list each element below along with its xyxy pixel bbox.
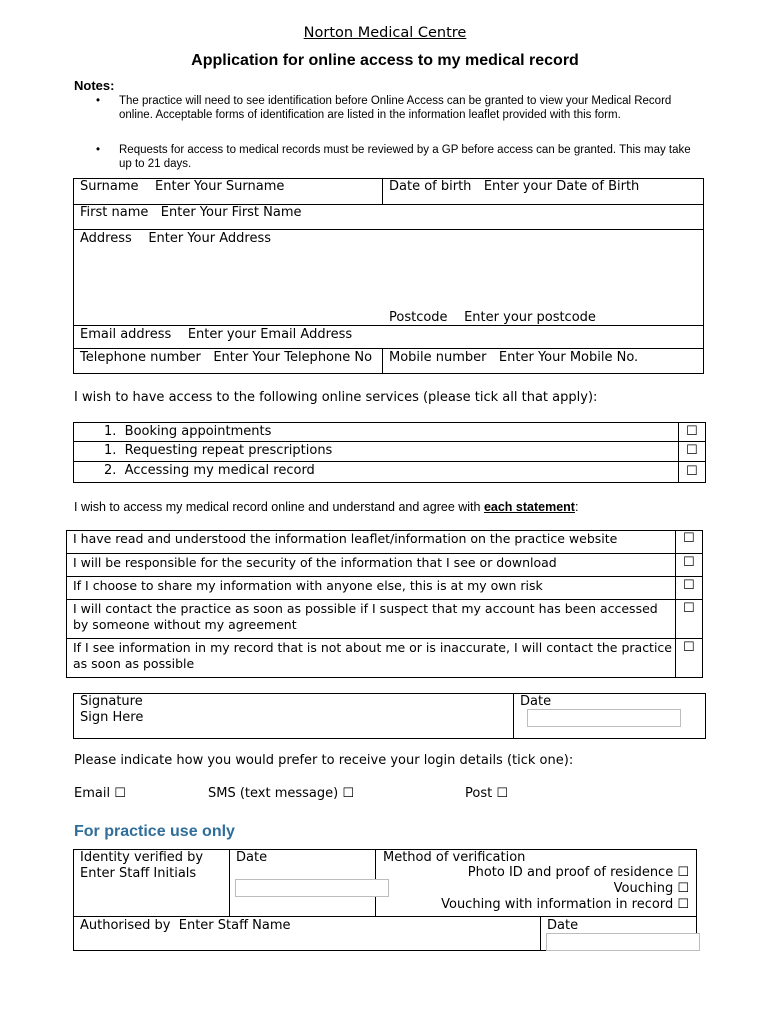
notes-heading: Notes: <box>74 78 115 93</box>
service-num: 1. <box>104 443 117 458</box>
authorised-field[interactable] <box>80 918 291 933</box>
method-option-label: Vouching <box>613 881 674 896</box>
method-option-vouching-record[interactable] <box>441 897 689 912</box>
identity-verified-label: Identity verified by <box>80 850 204 865</box>
service-label: Accessing my medical record <box>124 463 315 478</box>
login-post-label: Post <box>465 786 493 801</box>
signature-input[interactable]: Sign Here <box>80 710 144 725</box>
service-row-booking <box>104 424 271 439</box>
surname-input[interactable]: Enter Your Surname <box>155 179 285 194</box>
surname-field[interactable] <box>80 179 284 194</box>
dob-label: Date of birth <box>389 179 472 194</box>
telephone-label: Telephone number <box>80 350 201 365</box>
service-num: 1. <box>104 424 117 439</box>
statement-5-checkbox[interactable]: ☐ <box>683 640 695 655</box>
dob-input[interactable]: Enter your Date of Birth <box>483 179 640 194</box>
statement-2: I will be responsible for the security of the information that I see or download <box>73 555 557 570</box>
email-input[interactable]: Enter your Email Address <box>187 327 353 342</box>
authorised-label: Authorised by <box>80 918 171 933</box>
statement-1: I have read and understood the information leaflet/information on the practice website <box>73 531 618 546</box>
statement-4-checkbox[interactable]: ☐ <box>683 601 695 616</box>
notes-bullet-2-marker: • <box>96 144 101 156</box>
service-row-record <box>104 463 315 478</box>
firstname-field[interactable] <box>80 205 302 220</box>
service-checkbox-booking[interactable]: ☐ <box>686 424 698 439</box>
login-intro: Please indicate how you would prefer to receive your login details (tick one): <box>74 753 574 768</box>
notes-bullet-2: Requests for access to medical records must be reviewed by a GP before access can be granted. This may take up to 21 days. <box>119 144 691 170</box>
login-post-checkbox[interactable]: ☐ <box>496 786 508 801</box>
surname-label: Surname <box>80 179 139 194</box>
signature-date-label: Date <box>520 694 552 709</box>
service-label: Booking appointments <box>124 424 272 439</box>
method-option-label: Photo ID and proof of residence <box>467 865 674 880</box>
practice-name: Norton Medical Centre <box>303 25 467 41</box>
postcode-label: Postcode <box>389 310 448 325</box>
login-option-email[interactable] <box>74 786 126 801</box>
statement-4: I will contact the practice as soon as possible if I suspect that my account has been accessed by someone without my agreement <box>73 601 658 632</box>
authorised-date-input[interactable] <box>546 933 700 951</box>
firstname-label: First name <box>80 205 149 220</box>
email-field[interactable] <box>80 327 352 342</box>
login-option-sms[interactable] <box>208 786 354 801</box>
statements-intro: I wish to access my medical record online and understand and agree with each statement: <box>74 500 579 514</box>
authorised-date-label: Date <box>547 918 579 933</box>
method-option-label: Vouching with information in record <box>441 897 674 912</box>
telephone-field[interactable] <box>80 350 372 365</box>
address-input[interactable]: Enter Your Address <box>148 231 271 246</box>
statement-2-checkbox[interactable]: ☐ <box>683 555 695 570</box>
statement-1-checkbox[interactable]: ☐ <box>683 531 695 546</box>
practice-date-input[interactable] <box>235 879 389 897</box>
signature-date-input[interactable] <box>527 709 681 727</box>
postcode-field[interactable] <box>389 310 596 325</box>
page-title: Application for online access to my medical record <box>191 52 579 69</box>
mobile-label: Mobile number <box>389 350 487 365</box>
notes-bullet-1: The practice will need to see identification before Online Access can be granted to view your Medical Record online. Acceptable forms of identification are listed in the information leaflet provided with this form. <box>119 95 672 121</box>
service-checkbox-record[interactable]: ☐ <box>686 464 698 479</box>
staff-name-input[interactable]: Enter Staff Name <box>178 918 291 933</box>
service-num: 2. <box>104 463 117 478</box>
statement-3: If I choose to share my information with anyone else, this is at my own risk <box>73 578 543 593</box>
practice-date-label: Date <box>236 850 268 865</box>
mobile-input[interactable]: Enter Your Mobile No. <box>498 350 639 365</box>
login-email-checkbox[interactable]: ☐ <box>114 786 126 801</box>
address-label: Address <box>80 231 132 246</box>
firstname-input[interactable]: Enter Your First Name <box>160 205 302 220</box>
email-label: Email address <box>80 327 172 342</box>
address-field[interactable] <box>80 231 271 246</box>
postcode-input[interactable]: Enter your postcode <box>464 310 596 325</box>
method-option-photo-id[interactable] <box>468 865 689 880</box>
login-option-post[interactable] <box>465 786 508 801</box>
mobile-field[interactable] <box>389 350 638 365</box>
practice-section-heading: For practice use only <box>74 823 235 840</box>
login-sms-label: SMS (text message) <box>208 786 339 801</box>
signature-label: Signature <box>80 694 143 709</box>
notes-bullet-1-marker: • <box>96 95 101 107</box>
method-checkbox[interactable]: ☐ <box>677 865 689 880</box>
service-label: Requesting repeat prescriptions <box>124 443 333 458</box>
service-row-prescriptions <box>104 443 332 458</box>
statement-5: If I see information in my record that is not about me or is inaccurate, I will contact the practice as soon as possible <box>73 640 672 671</box>
dob-field[interactable] <box>389 179 639 194</box>
login-sms-checkbox[interactable]: ☐ <box>342 786 355 801</box>
method-checkbox[interactable]: ☐ <box>677 881 689 896</box>
service-checkbox-prescriptions[interactable]: ☐ <box>686 443 698 458</box>
method-checkbox[interactable]: ☐ <box>677 897 689 912</box>
staff-initials-input[interactable]: Enter Staff Initials <box>80 866 197 881</box>
telephone-input[interactable]: Enter Your Telephone No <box>213 350 373 365</box>
statement-3-checkbox[interactable]: ☐ <box>683 578 695 593</box>
services-intro: I wish to have access to the following online services (please tick all that apply): <box>74 390 598 405</box>
method-label: Method of verification <box>383 850 526 865</box>
method-option-vouching[interactable] <box>614 881 689 896</box>
login-email-label: Email <box>74 786 111 801</box>
